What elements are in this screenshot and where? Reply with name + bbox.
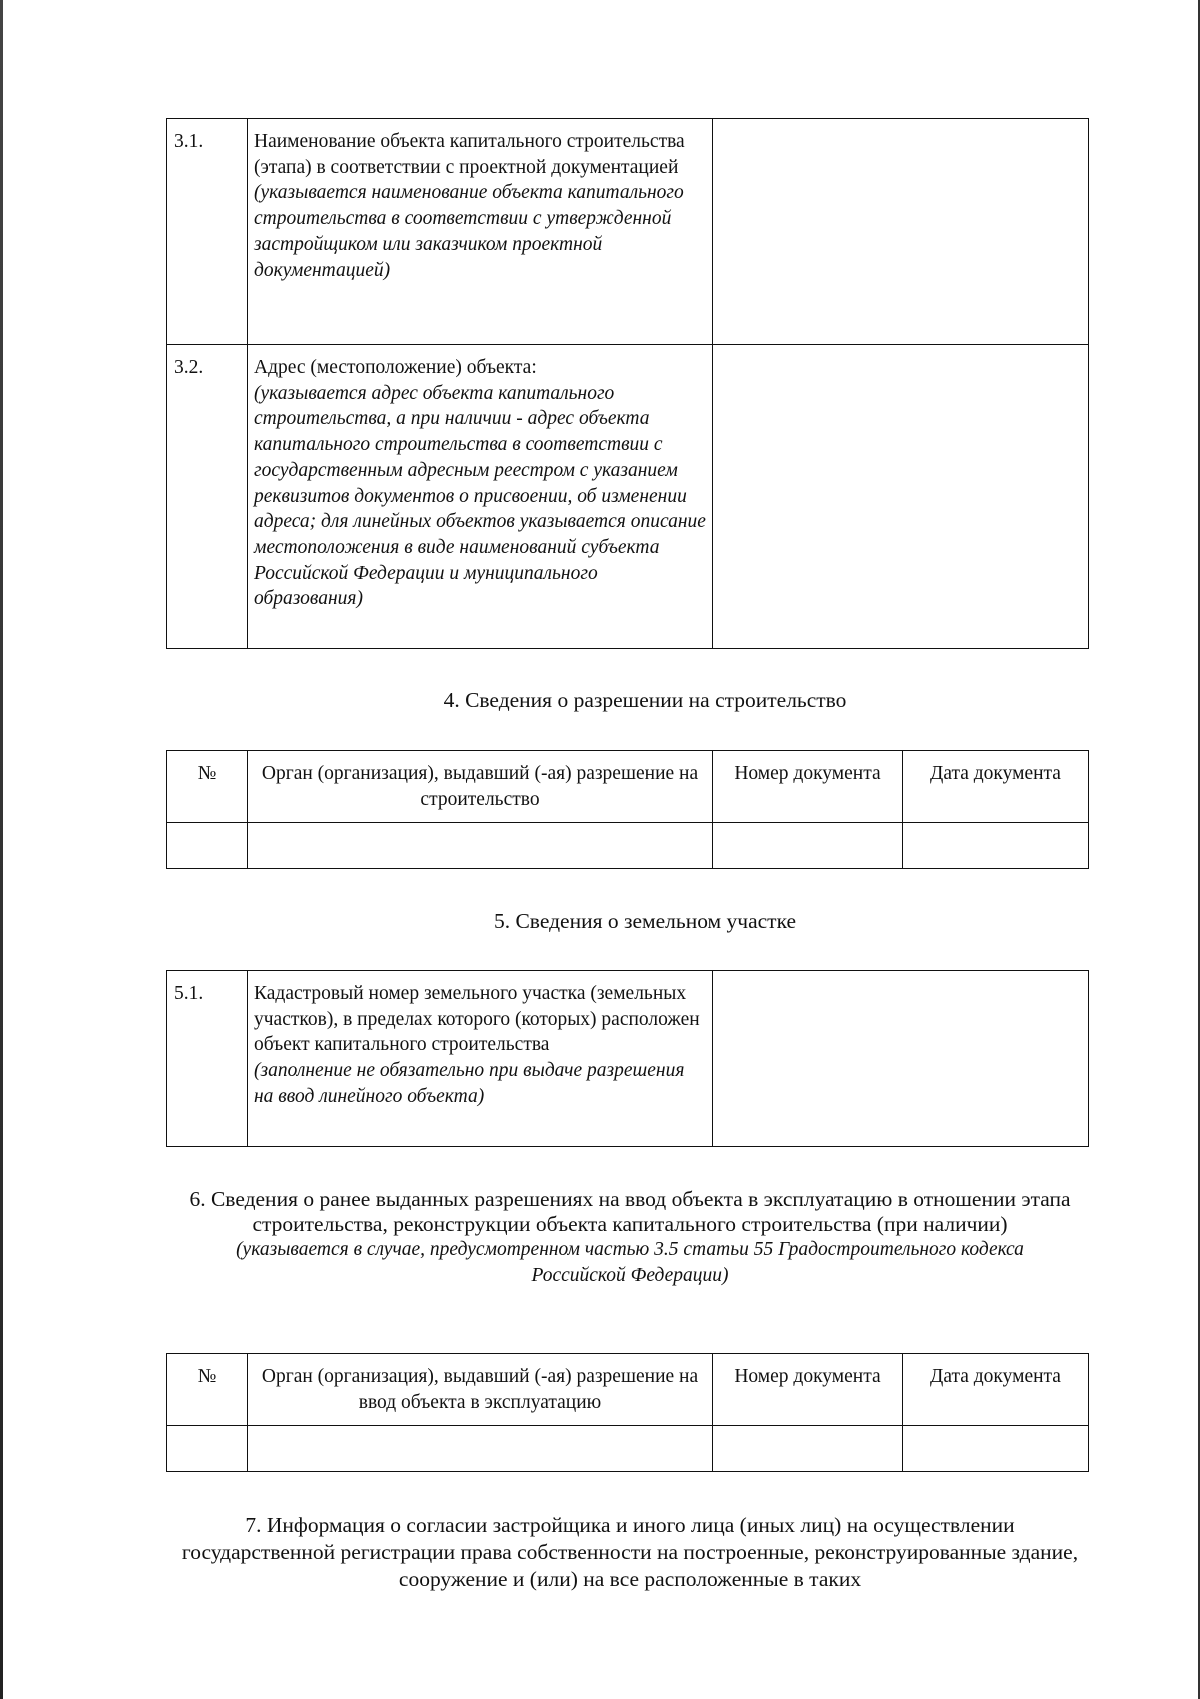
table-row [167,971,1089,1147]
section4-heading: 4. Сведения о разрешении на строительство [443,688,847,712]
column-header-doc-date: Дата документа [903,751,1089,823]
scan-edge-left [0,0,3,1699]
section6-table [166,1353,1089,1472]
column-header-organ: Орган (организация), выдавший (-ая) разрешение на строительство [248,751,713,823]
section7-heading: 7. Информация о согласии застройщика и иного лица (иных лиц) на осуществлении государственной регистрации права собственности на построенные, реконструированные здание, сооружение и (или) на все расположенные в таких [181,1513,1079,1591]
row-note: (заполнение не обязательно при выдаче разрешения на ввод линейного объекта) [254,1060,685,1107]
row-number: 5.1. [167,971,248,1147]
row-label: Наименование объекта капитального строительства (этапа) в соответствии с проектной документацией [254,131,685,178]
row-number: 3.2. [167,345,248,649]
empty-cell[interactable] [713,1426,903,1472]
empty-cell[interactable] [903,823,1089,869]
row-note: (указывается наименование объекта капитального строительства в соответствии с утвержденной застройщиком или заказчиком проектной документацией) [254,182,684,281]
row-label: Кадастровый номер земельного участка (земельных участков), в пределах которого (которых) расположен объект капитального строительства [254,983,700,1056]
row-description [248,971,713,1147]
column-header-doc-date: Дата документа [903,1354,1089,1426]
table-row [167,1426,1089,1472]
section5-heading: 5. Сведения о земельном участке [493,909,797,933]
table-header-row [167,1354,1089,1426]
table-row [167,823,1089,869]
row-label: Адрес (местоположение) объекта: [254,357,537,378]
section6-heading [175,1187,1085,1289]
value-cell[interactable] [713,971,1089,1147]
section3-table [166,118,1089,649]
column-header-num: № [167,751,248,823]
empty-cell[interactable] [167,1426,248,1472]
section6-note: (указывается в случае, предусмотренном частью 3.5 статьи 55 Градостроительного кодекса Российской Федерации) [236,1239,1024,1286]
value-cell[interactable] [713,119,1089,345]
column-header-doc-number: Номер документа [713,751,903,823]
empty-cell[interactable] [248,823,713,869]
section6-title: 6. Сведения о ранее выданных разрешениях на ввод объекта в эксплуатацию в отношении этапа строительства, реконструкции объекта капитального строительства (при наличии) [189,1187,1071,1236]
section5-table [166,970,1089,1147]
column-header-organ: Орган (организация), выдавший (-ая) разрешение на ввод объекта в эксплуатацию [248,1354,713,1426]
row-note: (указывается адрес объекта капитального строительства, а при наличии - адрес объекта капитального строительства в соответствии с государственным адресным реестром с указанием реквизитов документов о присвоении, об изменении адреса; для линейных объектов указывается описание местоположения в виде наименований субъекта Российской Федерации и муниципального образования) [254,382,706,610]
table-header-row [167,751,1089,823]
empty-cell[interactable] [167,823,248,869]
column-header-num: № [167,1354,248,1426]
row-description [248,119,713,345]
value-cell[interactable] [713,345,1089,649]
table-row [167,345,1089,649]
column-header-doc-number: Номер документа [713,1354,903,1426]
table-row [167,119,1089,345]
section4-table [166,750,1089,869]
empty-cell[interactable] [903,1426,1089,1472]
row-number: 3.1. [167,119,248,345]
empty-cell[interactable] [248,1426,713,1472]
empty-cell[interactable] [713,823,903,869]
row-description [248,345,713,649]
